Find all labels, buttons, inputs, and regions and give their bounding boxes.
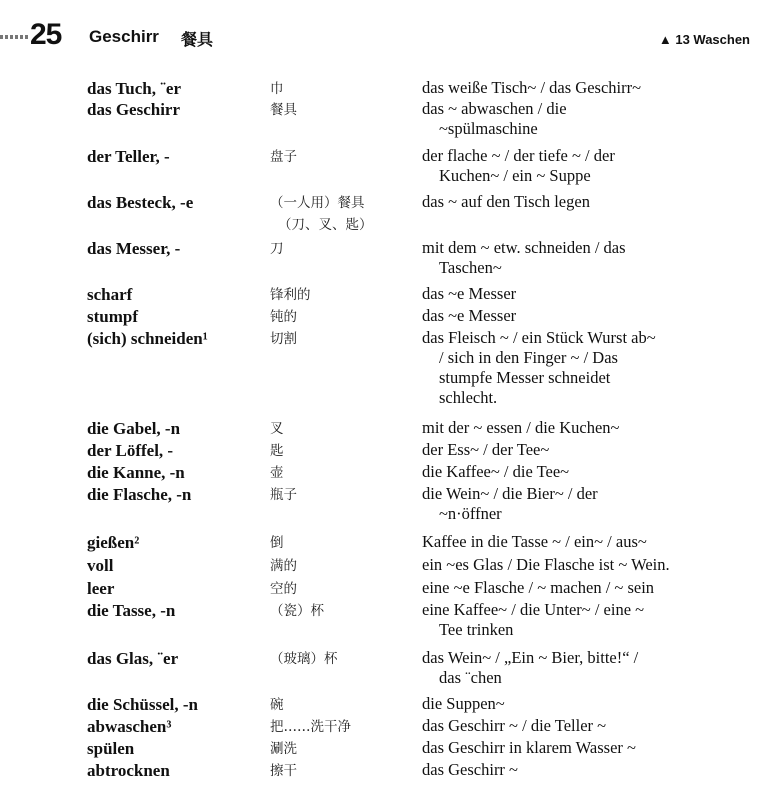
translation-line: 盘子 [270, 149, 297, 165]
example-line: das ~e Messer [422, 284, 517, 303]
translation-line: 刀 [270, 241, 284, 257]
chinese-translation [270, 146, 420, 168]
usage-examples [422, 146, 762, 186]
example-line: Taschen~ [439, 258, 502, 277]
chinese-translation [270, 462, 420, 484]
example-line: stumpfe Messer schneidet [439, 368, 611, 387]
translation-line: 倒 [270, 535, 284, 551]
translation-line: 满的 [270, 558, 297, 574]
translation-line: 碗 [270, 697, 284, 713]
german-term: voll [87, 556, 114, 575]
example-line: die Suppen~ [422, 694, 505, 713]
usage-examples [422, 648, 762, 688]
usage-examples [422, 694, 762, 714]
example-line: das Geschirr ~ / die Teller ~ [422, 716, 607, 735]
translation-line: 叉 [270, 421, 284, 437]
cross-reference: ▲ 13 Waschen [658, 32, 750, 47]
example-line: eine Kaffee~ / die Unter~ / eine ~ [422, 600, 645, 619]
example-line: der flache ~ / der tiefe ~ / der [422, 146, 615, 165]
example-line: Tee trinken [439, 620, 514, 639]
chinese-translation [270, 555, 420, 577]
chapter-title-zh: 餐具 [181, 30, 214, 49]
chinese-translation [270, 306, 420, 328]
usage-examples [422, 99, 762, 139]
chapter-title: Geschirr [89, 27, 159, 46]
usage-examples [422, 440, 762, 460]
example-line: ~n·öffner [439, 504, 502, 523]
chinese-translation [270, 328, 420, 350]
german-term: das Glas, ¨er [87, 649, 179, 668]
usage-examples [422, 484, 762, 524]
example-line: das Geschirr in klarem Wasser ~ [422, 738, 636, 757]
usage-examples [422, 306, 762, 326]
chinese-translation [270, 440, 420, 462]
german-term: scharf [87, 285, 133, 304]
usage-examples [422, 716, 762, 736]
example-line: die Kaffee~ / die Tee~ [422, 462, 570, 481]
example-line: die Wein~ / die Bier~ / der [422, 484, 598, 503]
translation-line: 匙 [270, 443, 284, 459]
german-term: stumpf [87, 307, 139, 326]
translation-line: （一人用）餐具 [270, 195, 365, 211]
translation-line: 切割 [270, 331, 297, 347]
chinese-translation [270, 648, 420, 670]
german-term: die Kanne, -n [87, 463, 185, 482]
example-line: der Ess~ / der Tee~ [422, 440, 550, 459]
translation-line: 餐具 [270, 102, 297, 118]
translation-line: 空的 [270, 581, 297, 597]
chinese-translation [270, 578, 420, 600]
translation-line: 钝的 [270, 309, 297, 325]
example-line: / sich in den Finger ~ / Das [439, 348, 618, 367]
german-term: das Tuch, ¨er [87, 79, 181, 98]
translation-line: （玻璃）杯 [270, 651, 338, 667]
usage-examples [422, 238, 762, 278]
translation-line: （瓷）杯 [270, 603, 324, 619]
example-line: das ¨chen [439, 668, 502, 687]
chinese-translation [270, 738, 420, 760]
translation-line: 涮洗 [270, 741, 297, 757]
chinese-translation [270, 238, 420, 260]
usage-examples [422, 600, 762, 640]
example-line: das Wein~ / „Ein ~ Bier, bitte!“ / [422, 648, 639, 667]
chinese-translation [270, 484, 420, 506]
example-line: schlecht. [439, 388, 498, 407]
usage-examples [422, 284, 762, 304]
german-term: abtrocknen [87, 761, 170, 780]
chinese-translation [270, 284, 420, 306]
chinese-translation [270, 716, 420, 738]
translation-line: （刀、叉、匙） [278, 217, 373, 233]
example-line: das Geschirr ~ [422, 760, 518, 779]
chinese-translation [270, 99, 420, 121]
german-term: die Schüssel, -n [87, 695, 198, 714]
usage-examples [422, 555, 762, 575]
example-line: mit der ~ essen / die Kuchen~ [422, 418, 620, 437]
example-line: eine ~e Flasche / ~ machen / ~ sein [422, 578, 655, 597]
chinese-translation [270, 532, 420, 554]
german-term: die Flasche, -n [87, 485, 192, 504]
translation-line: 瓶子 [270, 487, 297, 503]
translation-line: 巾 [270, 81, 284, 97]
german-term: die Gabel, -n [87, 419, 181, 438]
german-term: das Besteck, -e [87, 193, 194, 212]
german-term: das Geschirr [87, 100, 181, 119]
example-line: Kuchen~ / ein ~ Suppe [439, 166, 591, 185]
example-line: Kaffee in die Tasse ~ / ein~ / aus~ [422, 532, 647, 551]
example-line: das Fleisch ~ / ein Stück Wurst ab~ [422, 328, 656, 347]
german-term: der Teller, - [87, 147, 170, 166]
usage-examples [422, 738, 762, 758]
usage-examples [422, 418, 762, 438]
usage-examples [422, 192, 762, 212]
german-term: (sich) schneiden¹ [87, 329, 208, 348]
usage-examples [422, 760, 762, 780]
translation-line: 擦干 [270, 763, 297, 779]
german-term: die Tasse, -n [87, 601, 176, 620]
chinese-translation [270, 760, 420, 782]
german-term: leer [87, 579, 115, 598]
chinese-translation [270, 600, 420, 622]
translation-line: 壶 [270, 465, 284, 481]
german-term: das Messer, - [87, 239, 181, 258]
example-line: das weiße Tisch~ / das Geschirr~ [422, 78, 642, 97]
chinese-translation [270, 694, 420, 716]
example-line: das ~ abwaschen / die [422, 99, 567, 118]
example-line: ~spülmaschine [439, 119, 538, 138]
chinese-translation [270, 418, 420, 440]
translation-line: 锋利的 [270, 287, 311, 303]
usage-examples [422, 532, 762, 552]
chinese-translation [270, 192, 420, 236]
example-line: das ~ auf den Tisch legen [422, 192, 590, 211]
chapter-number: 25 [30, 18, 62, 51]
usage-examples [422, 328, 762, 408]
german-term: der Löffel, - [87, 441, 174, 460]
usage-examples [422, 78, 762, 98]
example-line: das ~e Messer [422, 306, 517, 325]
example-line: ein ~es Glas / Die Flasche ist ~ Wein. [422, 555, 670, 574]
usage-examples [422, 578, 762, 598]
chinese-translation [270, 78, 420, 100]
translation-line: 把……洗干净 [270, 719, 351, 735]
example-line: mit dem ~ etw. schneiden / das [422, 238, 626, 257]
usage-examples [422, 462, 762, 482]
german-term: spülen [87, 739, 135, 758]
german-term: abwaschen³ [87, 717, 172, 736]
german-term: gießen² [87, 533, 140, 552]
